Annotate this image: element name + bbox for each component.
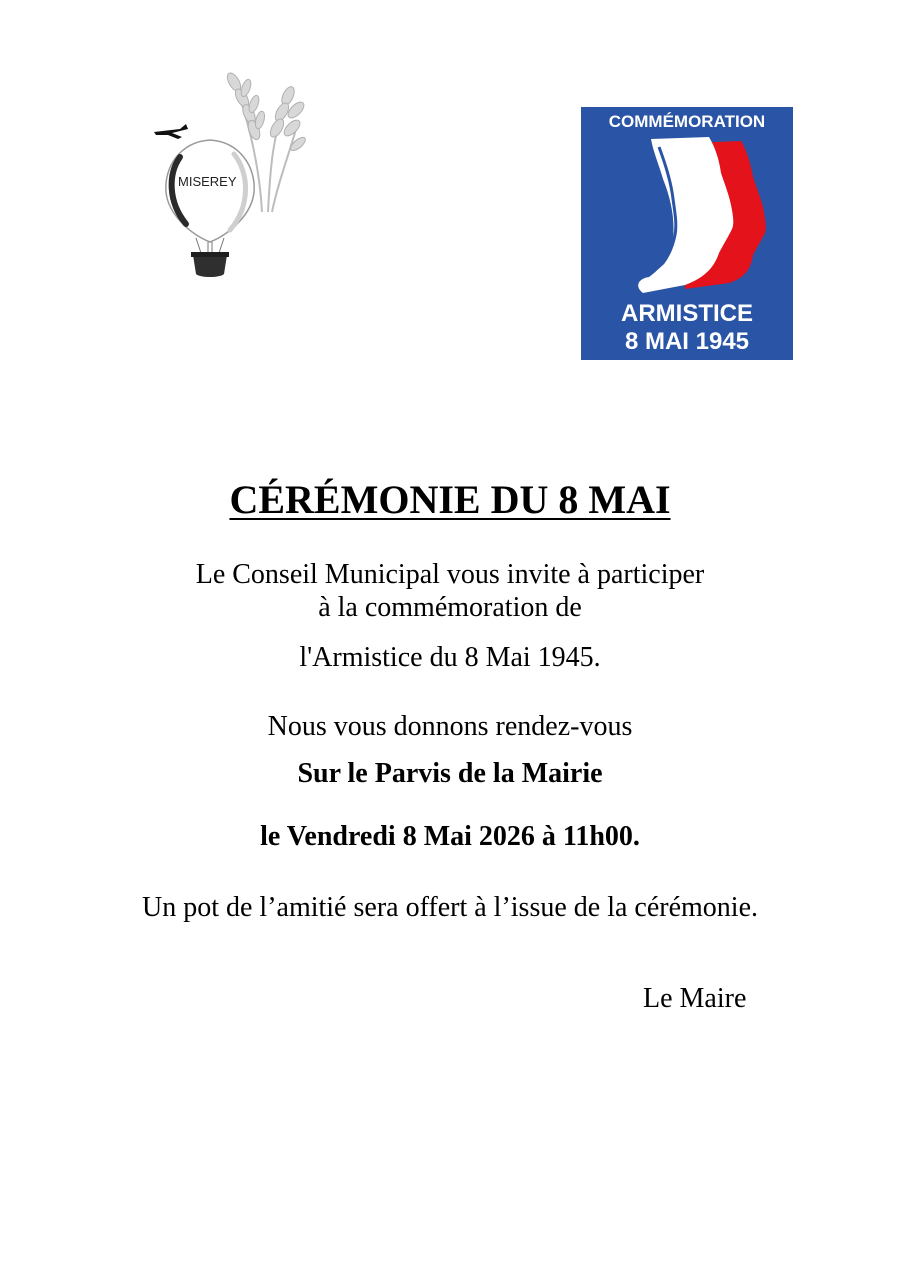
logo-line-2: 8 MAI 1945 [624,328,750,355]
invitation-line-1: Le Conseil Municipal vous invite à participer [195,559,705,590]
tricolor-profiles-icon [581,107,793,360]
miserey-logo [150,62,310,284]
hot-air-balloon-wheat-icon [150,62,310,284]
invitation-line-2: à la commémoration de [318,592,582,623]
page-title: CÉRÉMONIE DU 8 MAI [229,477,671,522]
armistice-logo [581,107,793,360]
closing-text: Un pot de l’amitié sera offert à l’issue de la cérémonie. [141,892,758,923]
rendezvous-intro: Nous vous donnons rendez-vous [267,711,633,742]
logo-line-1: ARMISTICE [621,300,753,327]
rendezvous-place: Sur le Parvis de la Mairie [297,758,603,789]
invitation-line-3: l'Armistice du 8 Mai 1945. [299,642,601,673]
airplane-icon [154,124,188,139]
logo-top-text: COMMÉMORATION [608,112,766,131]
rendezvous-datetime: le Vendredi 8 Mai 2026 à 11h00. [260,821,640,852]
logo-town-name: MISEREY [178,174,237,189]
signature: Le Maire [643,983,747,1014]
